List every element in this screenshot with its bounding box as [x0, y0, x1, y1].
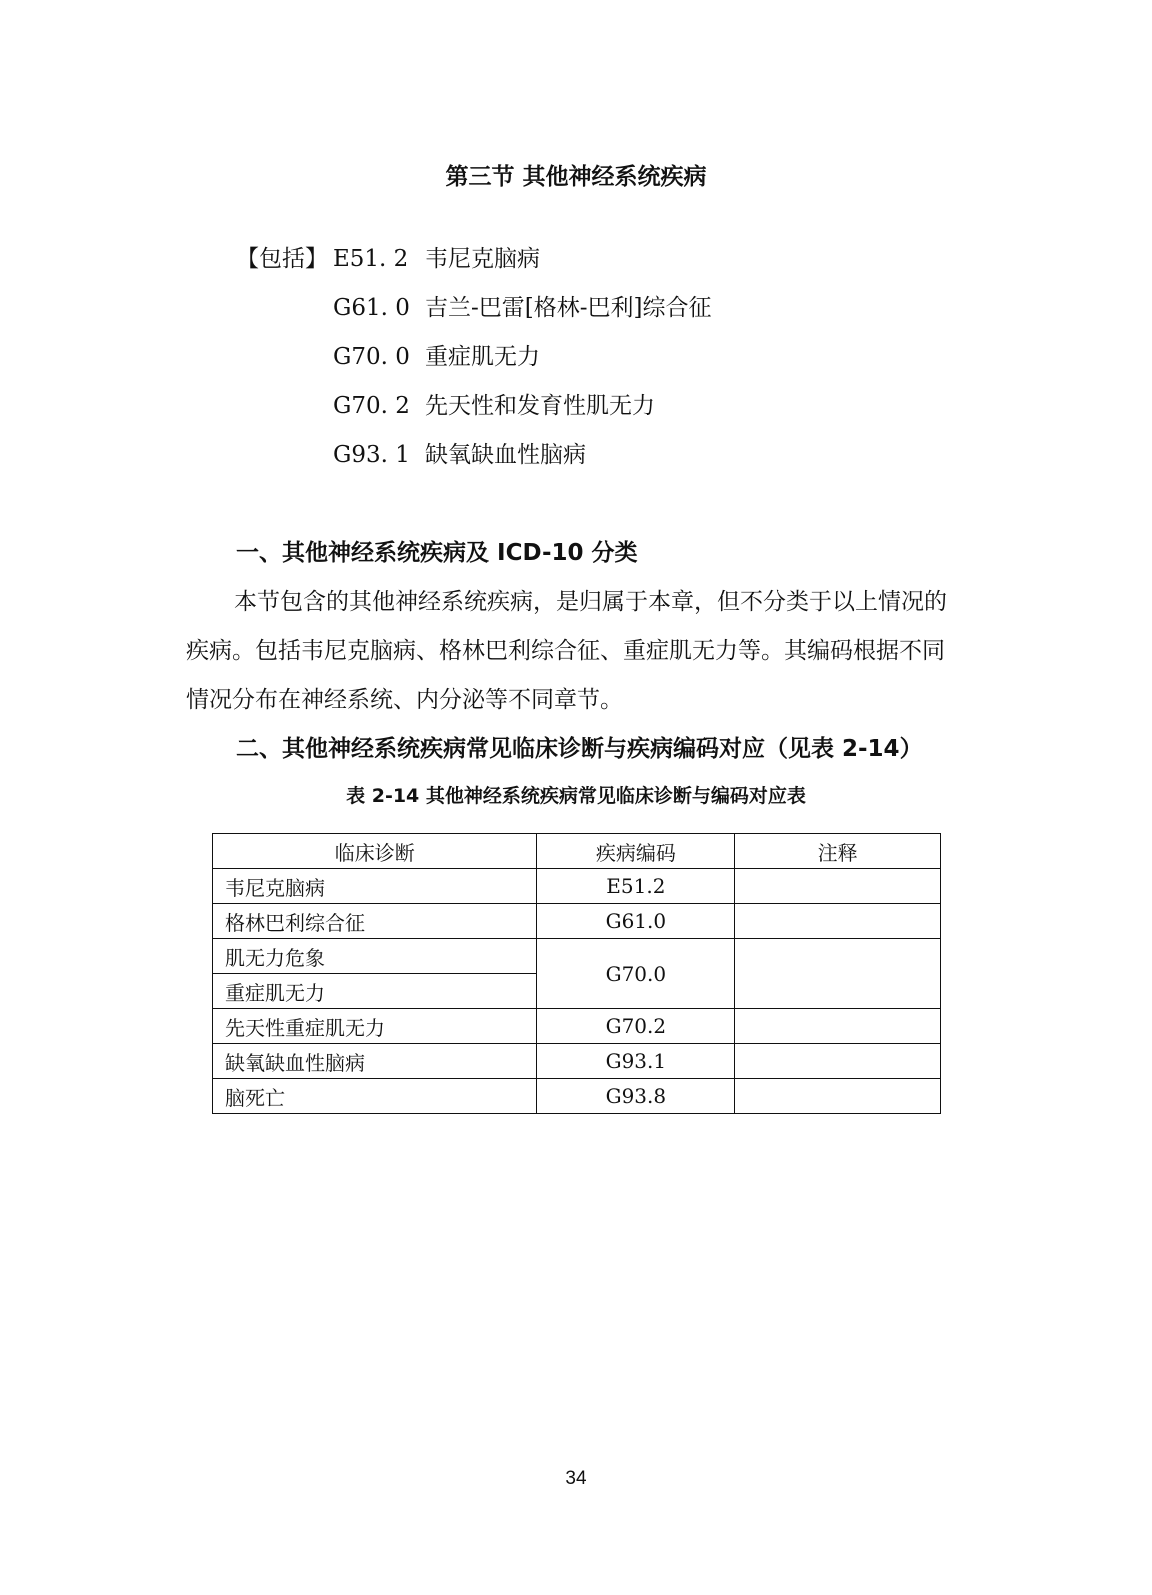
- page-number: 34: [565, 1468, 587, 1489]
- body-paragraph: 本节包含的其他神经系统疾病，是归属于本章，但不分类于以上情况的疾病。包括韦尼克脑病、格林巴利综合征、重症肌无力等。其编码根据不同情况分布在神经系统、内分泌等不同章节。: [186, 589, 947, 713]
- note-cell: [735, 939, 941, 1009]
- table-row: [213, 1044, 941, 1079]
- includes-item: [333, 387, 655, 420]
- includes-item-name: 重症肌无力: [425, 344, 540, 370]
- includes-item: [333, 436, 586, 469]
- code-cell: G93.1: [537, 1044, 735, 1079]
- includes-item-code: E51. 2: [333, 246, 409, 272]
- diagnosis-cell: 重症肌无力: [213, 974, 537, 1009]
- table-row: [213, 1079, 941, 1114]
- table-row: [213, 939, 941, 974]
- table-header-row: [213, 834, 941, 869]
- includes-item: [333, 289, 712, 322]
- header-code: 疾病编码: [537, 834, 735, 869]
- code-cell: G70.0: [537, 939, 735, 1009]
- note-cell: [735, 869, 941, 904]
- includes-label: 【包括】: [236, 246, 328, 272]
- includes-item: [333, 338, 540, 371]
- diagnosis-cell: 先天性重症肌无力: [213, 1009, 537, 1044]
- note-cell: [735, 1079, 941, 1114]
- table-row: [213, 904, 941, 939]
- includes-item-code: G70. 0: [333, 344, 410, 370]
- includes-item-name: 吉兰-巴雷[格林-巴利]综合征: [425, 295, 712, 321]
- header-diagnosis: 临床诊断: [213, 834, 537, 869]
- note-cell: [735, 904, 941, 939]
- includes-item-name: 韦尼克脑病: [425, 246, 540, 272]
- includes-item-name: 先天性和发育性肌无力: [425, 393, 655, 419]
- diagnosis-cell: 肌无力危象: [213, 939, 537, 974]
- table-row: [213, 869, 941, 904]
- includes-item-code: G61. 0: [333, 295, 410, 321]
- diagnosis-cell: 格林巴利综合征: [213, 904, 537, 939]
- heading-code-mapping: 二、其他神经系统疾病常见临床诊断与疾病编码对应（见表 2-14）: [236, 736, 923, 762]
- note-cell: [735, 1009, 941, 1044]
- diagnosis-cell: 脑死亡: [213, 1079, 537, 1114]
- includes-item-code: G70. 2: [333, 393, 410, 419]
- diagnosis-code-table: [212, 833, 941, 1114]
- note-cell: [735, 1044, 941, 1079]
- table-caption: 表 2-14 其他神经系统疾病常见临床诊断与编码对应表: [346, 785, 806, 807]
- includes-item-code: G93. 1: [333, 442, 410, 468]
- diagnosis-cell: 缺氧缺血性脑病: [213, 1044, 537, 1079]
- code-cell: G93.8: [537, 1079, 735, 1114]
- code-cell: G61.0: [537, 904, 735, 939]
- diagnosis-cell: 韦尼克脑病: [213, 869, 537, 904]
- code-cell: G70.2: [537, 1009, 735, 1044]
- header-note: 注释: [735, 834, 941, 869]
- includes-item: [333, 240, 540, 273]
- code-cell: E51.2: [537, 869, 735, 904]
- table-row: [213, 1009, 941, 1044]
- heading-icd10-classification: 一、其他神经系统疾病及 ICD-10 分类: [236, 540, 638, 566]
- includes-item-name: 缺氧缺血性脑病: [425, 442, 586, 468]
- section-title: 第三节 其他神经系统疾病: [445, 164, 707, 190]
